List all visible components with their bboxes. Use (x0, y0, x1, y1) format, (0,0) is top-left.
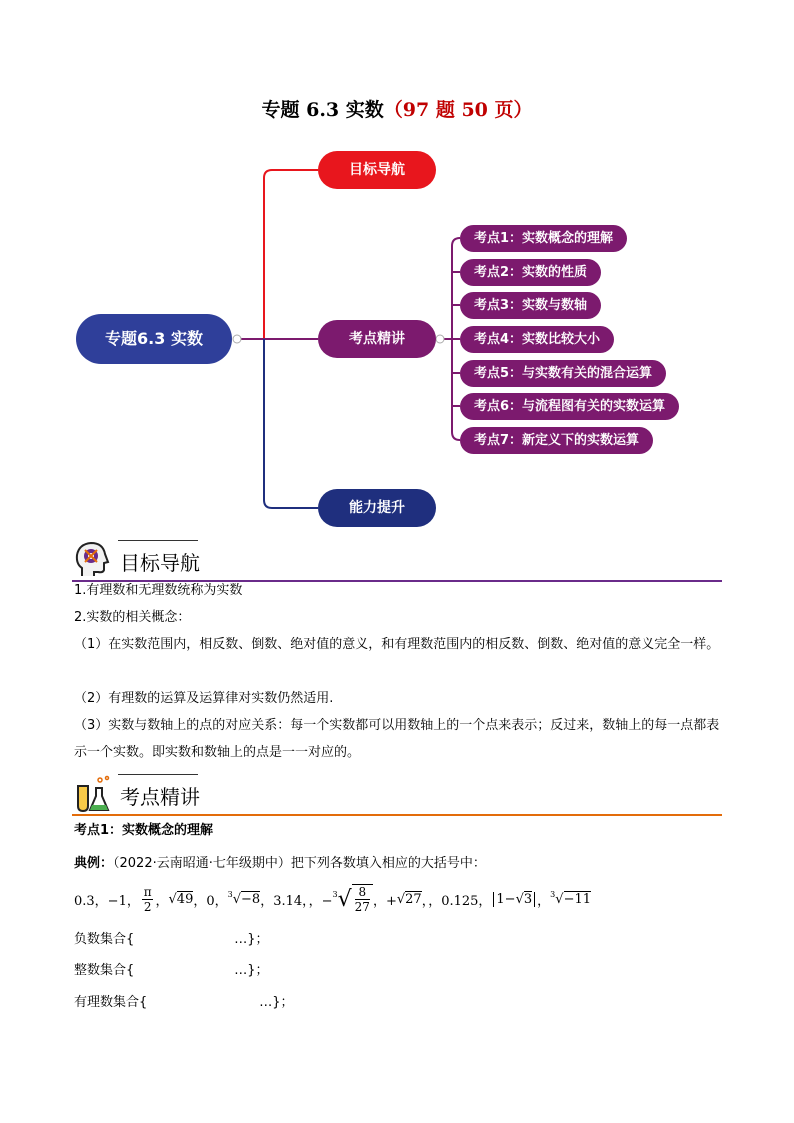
mindmap-leaf: 考点6：与流程图有关的实数运算 (460, 393, 679, 420)
set-rational (74, 993, 294, 1013)
mindmap-branch-goal: 目标导航 (318, 151, 436, 189)
fraction-denominator: 27 (354, 900, 370, 914)
title-count: （97 题 50 页） (383, 99, 533, 121)
absolute-value (493, 892, 535, 907)
number-text: ， (155, 893, 169, 909)
root-index: 3 (332, 889, 338, 899)
fraction-pi-over-2 (142, 885, 154, 914)
sqrt-symbol: √ (515, 891, 524, 907)
radicand: −8 (241, 892, 261, 907)
goal-paragraph-4: （2）有理数的运算及运算律对实数仍然适用. (74, 691, 334, 706)
set-end: …}； (234, 932, 269, 947)
fraction-numerator: π (143, 884, 152, 899)
root-index: 3 (550, 889, 556, 899)
example-line (74, 854, 486, 874)
mindmap-leaf: 考点3：实数与数轴 (460, 292, 601, 319)
radicand: −11 (563, 892, 591, 907)
radicand: 49 (176, 892, 194, 907)
mindmap-root: 专题6.3 实数 (76, 314, 232, 364)
number-text: ，0， (193, 893, 228, 909)
set-negative (74, 930, 269, 950)
example-label: 典例： (74, 856, 114, 871)
goal-paragraph-2: 2.实数的相关概念： (74, 610, 191, 625)
fraction-denominator: 2 (143, 899, 152, 914)
mindmap-leaf: 考点2：实数的性质 (460, 259, 601, 286)
mindmap-branch-points: 考点精讲 (318, 320, 436, 358)
lab-flask-icon (72, 774, 114, 814)
set-end: …}； (234, 963, 269, 978)
mindmap-connectors (0, 0, 794, 560)
goal-paragraph-3: （1）在实数范围内，相反数、倒数、绝对值的意义，和有理数范围内的相反数、倒数、绝对值的意义完全一样。 (74, 637, 720, 652)
radicand: 27 (405, 892, 422, 907)
mindmap-leaf: 考点1：实数概念的理解 (460, 225, 627, 252)
fraction-8-over-27 (352, 884, 373, 914)
set-label: 有理数集合{ (74, 995, 148, 1010)
number-text: ，，0.125， (421, 893, 492, 909)
section-goal-header (72, 538, 722, 582)
mindmap-leaf: 考点5：与实数有关的混合运算 (460, 360, 666, 387)
goal-paragraph-5: （3）实数与数轴上的点的对应关系：每一个实数都可以用数轴上的一个点来表示；反过来，数轴上的每一点都表示一个实数。即实数和数轴上的点是一一对应的。 (74, 718, 720, 760)
head-gear-icon (74, 540, 110, 580)
root-index: 3 (227, 889, 233, 899)
section-points-header (72, 772, 722, 816)
section-points-title: 考点精讲 (120, 785, 200, 809)
section-goal-title: 目标导航 (120, 551, 200, 575)
title-main: 专题 6.3 实数 (261, 99, 384, 121)
set-label: 整数集合{ (74, 963, 135, 978)
number-text: ，+ (372, 893, 397, 909)
set-integer (74, 961, 269, 981)
numbers-line (74, 882, 591, 916)
sqrt-symbol: √ (337, 886, 352, 912)
point-title: 考点1：实数概念的理解 (74, 823, 214, 838)
number-text: ，3.14，，− (260, 893, 333, 909)
sqrt-symbol: √ (168, 891, 177, 907)
radicand: 3 (523, 891, 533, 907)
number-text: 0.3，−1， (74, 893, 140, 909)
sqrt-symbol: √ (232, 891, 242, 907)
sqrt-symbol: √ (396, 891, 406, 907)
sqrt-symbol: √ (555, 891, 564, 907)
number-text: ， (537, 893, 551, 909)
fraction-numerator: 8 (358, 885, 367, 899)
mindmap-leaf: 考点7：新定义下的实数运算 (460, 427, 653, 454)
example-text: （2022·云南昭通·七年级期中）把下列各数填入相应的大括号中： (113, 856, 486, 871)
set-end: …}； (259, 995, 294, 1010)
mindmap-leaf: 考点4：实数比较大小 (460, 326, 614, 353)
goal-paragraph-1: 1.有理数和无理数统称为实数 (74, 583, 243, 598)
number-text: 1− (496, 891, 516, 907)
mindmap-branch-ability: 能力提升 (318, 489, 436, 527)
set-label: 负数集合{ (74, 932, 135, 947)
